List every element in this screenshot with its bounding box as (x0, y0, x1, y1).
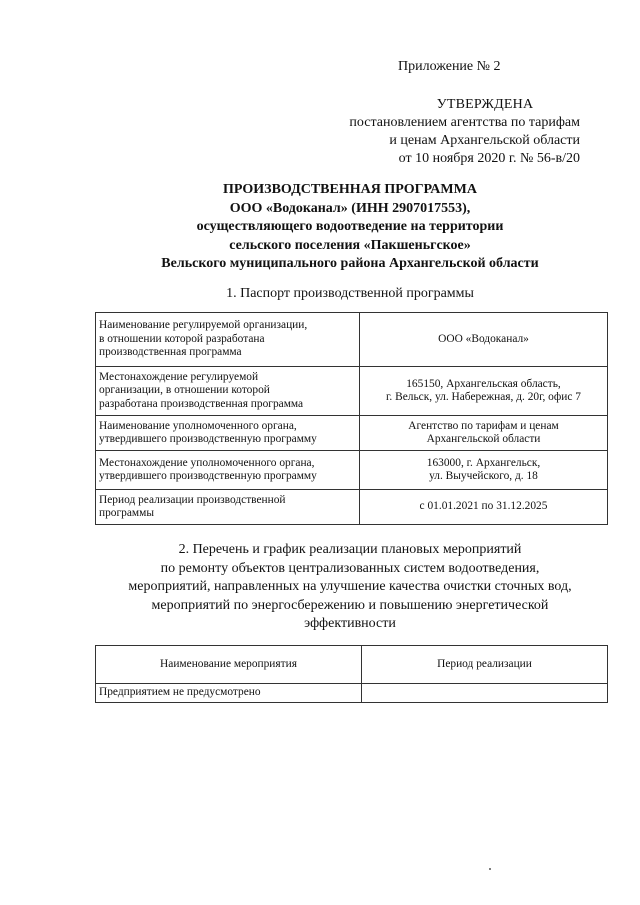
column-header: Период реализации (362, 646, 608, 684)
table-cell-value: ООО «Водоканал» (360, 313, 608, 367)
approval-line: постановлением агентства по тарифам (349, 115, 580, 130)
table-header-row (96, 646, 608, 684)
section2-heading-line: мероприятий, направленных на улучшение качества очистки сточных вод, (128, 579, 572, 594)
column-header: Наименование мероприятия (96, 646, 362, 684)
annex-label: Приложение № 2 (398, 59, 501, 74)
program-title-line: ООО «Водоканал» (ИНН 2907017553), (229, 200, 471, 216)
section2-heading-line: мероприятий по энергосбережению и повышению энергетической (151, 597, 549, 613)
table-cell-value: с 01.01.2021 по 31.12.2025 (360, 490, 608, 525)
table-cell-label: Местонахождение уполномоченного органа, утвердившего производственную программу (96, 451, 360, 490)
table-row (96, 416, 608, 451)
table-cell (362, 684, 608, 703)
table-row (96, 451, 608, 490)
approval-title: УТВЕРЖДЕНА (436, 97, 534, 112)
table-cell-value: Агентство по тарифам и ценам Архангельской области (360, 416, 608, 451)
program-title-line: осуществляющего водоотведение на территории (196, 219, 504, 234)
section1-heading: 1. Паспорт производственной программы (226, 286, 474, 301)
approval-block (300, 96, 580, 168)
program-title-line: ПРОИЗВОДСТВЕННАЯ ПРОГРАММА (223, 182, 477, 197)
table-cell-value: 163000, г. Архангельск, ул. Выучейского, д. 18 (360, 451, 608, 490)
table-cell-label: Наименование уполномоченного органа, утвердившего производственную программу (96, 416, 360, 451)
table-row (96, 367, 608, 416)
table-cell: Предприятием не предусмотрено (96, 684, 362, 703)
program-title-line: Вельского муниципального района Архангельской области (161, 256, 539, 271)
table-cell-label: Период реализации производственной программы (96, 490, 360, 525)
table-row (96, 313, 608, 367)
section2-heading (90, 541, 610, 634)
table-cell-label: Местонахождение регулируемой организации, в отношении которой разработана производственная программа (96, 367, 360, 416)
section2-heading-line: 2. Перечень и график реализации плановых мероприятий (178, 542, 522, 557)
program-title (80, 181, 620, 274)
approval-line: и ценам Архангельской области (389, 133, 580, 148)
events-table (95, 645, 608, 703)
table-cell-label: Наименование регулируемой организации, в отношении которой разработана производственная программа (96, 313, 360, 367)
passport-table (95, 312, 608, 525)
table-row (96, 490, 608, 525)
section2-heading-line: эффективности (304, 616, 396, 631)
table-row (96, 684, 608, 703)
section2-heading-line: по ремонту объектов централизованных систем водоотведения, (160, 560, 540, 576)
table-cell-value: 165150, Архангельская область, г. Вельск, ул. Набережная, д. 20г, офис 7 (360, 367, 608, 416)
program-title-line: сельского поселения «Пакшеньгское» (229, 237, 471, 253)
approval-line: от 10 ноября 2020 г. № 56-в/20 (398, 151, 580, 166)
scan-speck (489, 868, 491, 870)
